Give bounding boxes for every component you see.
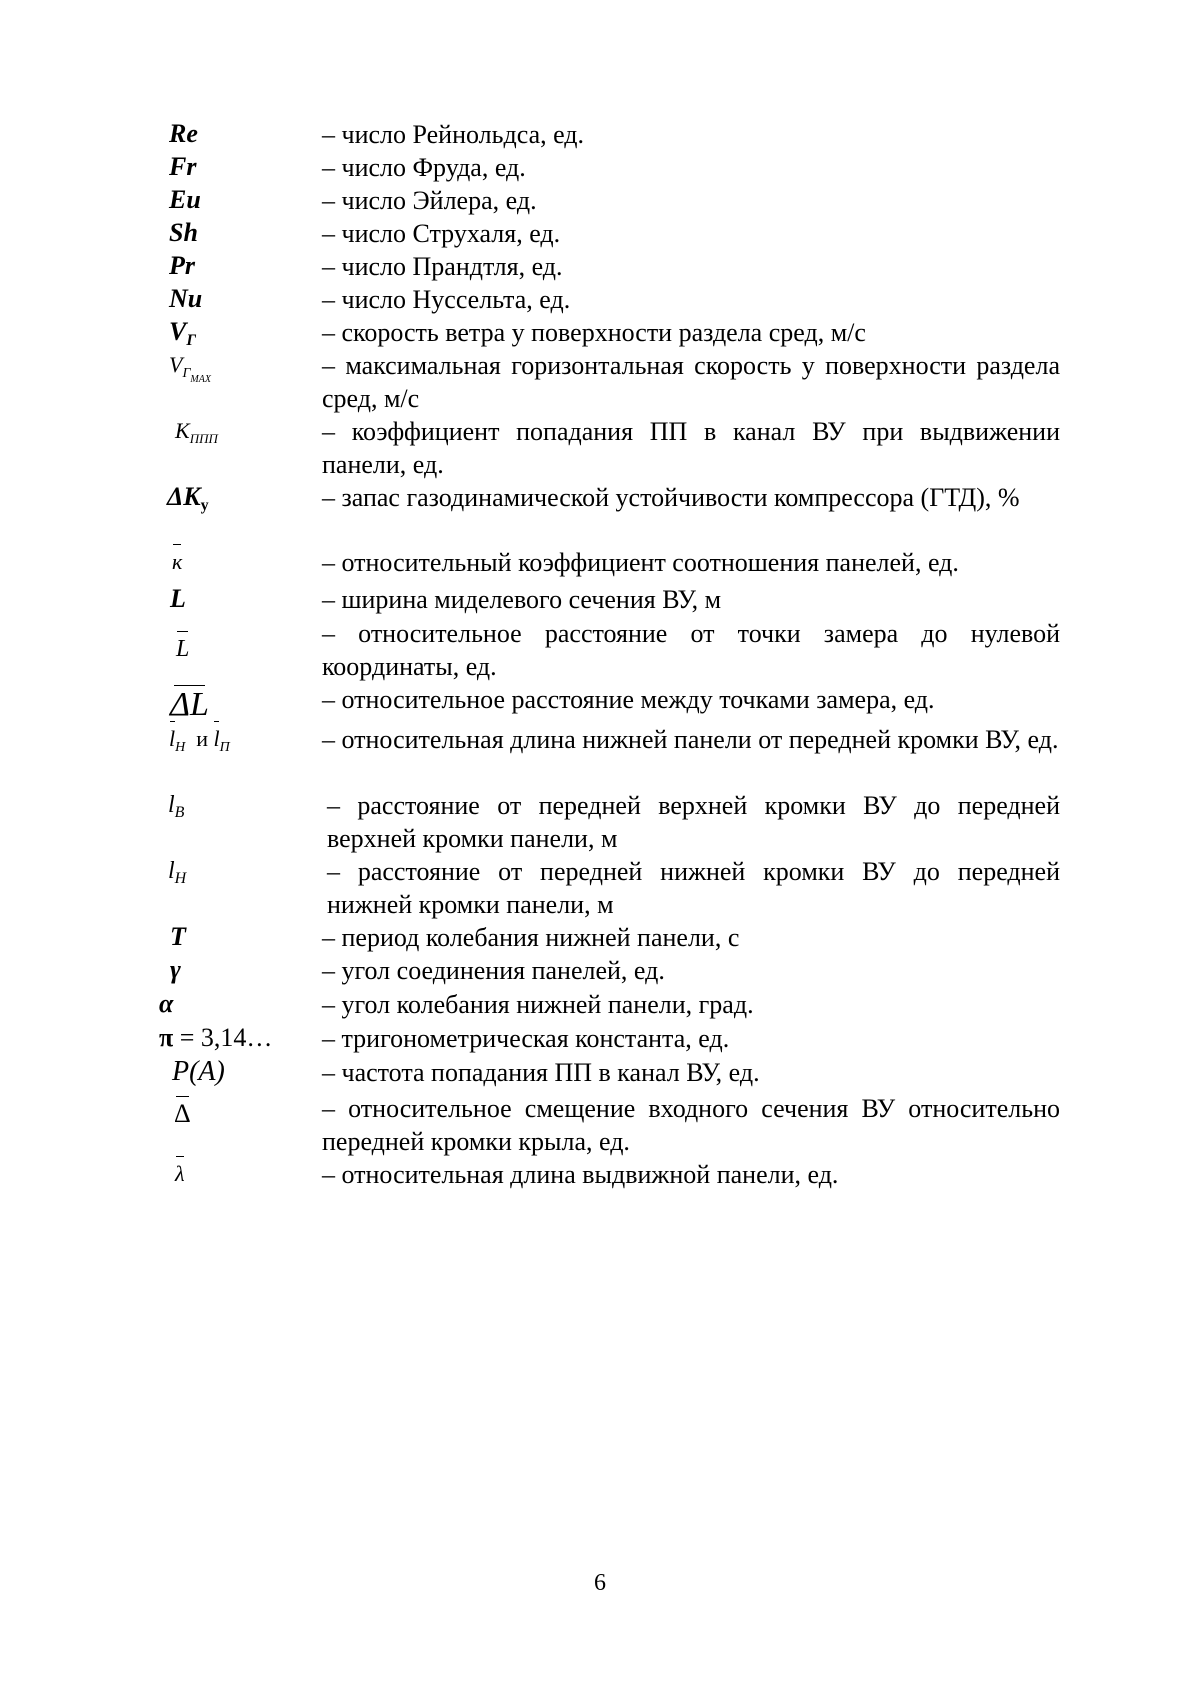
symbol-pi-value: = 3,14… [173, 1023, 273, 1052]
symbol-v-g-max-base: V [169, 352, 183, 377]
symbol-p-a: P(A) [172, 1056, 225, 1087]
desc-k-bar: – относительный коэффициент соотношения панелей, ед. [322, 548, 959, 577]
symbol-k-ppp-sub: ППП [189, 431, 218, 446]
symbol-k-bar [172, 546, 182, 578]
symbol-delta-bar-base: Δ [174, 1099, 191, 1128]
desc-delta-l-bar: – относительное расстояние между точками замера, ед. [322, 685, 935, 714]
desc-v-g: – скорость ветра у поверхности раздела сред, м/с [322, 318, 866, 347]
symbol-lambda-bar [175, 1158, 185, 1190]
symbol-lambda-bar-base: λ [175, 1158, 185, 1190]
desc-sh: – число Струхаля, ед. [322, 219, 561, 248]
symbol-k-ppp-base: K [175, 418, 190, 443]
symbol-l-n-base: l [169, 723, 175, 755]
symbol-l-bar [176, 633, 189, 665]
desc-nu: – число Нуссельта, ед. [322, 285, 571, 314]
symbol-alpha: α [159, 989, 174, 1018]
symbol-fr: Fr [169, 152, 197, 181]
symbol-l-n2-base: l [168, 858, 175, 884]
desc-fr: – число Фруда, ед. [322, 153, 526, 182]
desc-l-n-l-p: – относительная длина нижней панели от передней кромки ВУ, ед. [322, 725, 1059, 754]
symbol-l-v-base: l [168, 792, 175, 818]
symbol-delta-k-sub: у [200, 497, 209, 514]
symbol-l-n-l-p [169, 723, 230, 764]
symbol-pi-base: π [159, 1023, 174, 1052]
symbol-k-bar-base: к [172, 546, 182, 578]
desc-alpha: – угол колебания нижней панели, град. [322, 990, 754, 1019]
symbol-v-g-max [169, 349, 211, 396]
symbol-t: T [170, 922, 186, 951]
symbol-gamma: γ [170, 955, 181, 984]
page-number: 6 [594, 1570, 606, 1596]
desc-gamma: – угол соединения панелей, ед. [322, 956, 665, 985]
desc-pi: – тригонометрическая константа, ед. [322, 1024, 730, 1053]
desc-eu: – число Эйлера, ед. [322, 186, 537, 215]
desc-lambda-bar: – относительная длина выдвижной панели, ед. [322, 1160, 839, 1189]
symbol-l-bar-base: L [176, 633, 189, 665]
symbol-nu: Nu [169, 284, 203, 313]
symbol-l-v-sub: В [174, 804, 185, 821]
desc-l-width: – ширина миделевого сечения ВУ, м [322, 585, 722, 614]
symbol-conj: и [196, 726, 209, 751]
symbol-delta-bar [174, 1098, 191, 1130]
desc-k-ppp: – коэффициент попадания ПП в канал ВУ при выдвижении панели, ед. [322, 417, 1060, 479]
desc-v-g-max: – максимальная горизонтальная скорость у поверхности раздела сред, м/с [322, 351, 1060, 413]
symbol-v-g-max-sub: Г [182, 366, 191, 381]
desc-delta-k: – запас газодинамической устойчивости компрессора (ГТД), % [322, 483, 1020, 512]
symbol-l-p-sub: П [219, 740, 230, 755]
symbol-l-v [168, 789, 184, 829]
desc-l-v: – расстояние от передней верхней кромки ВУ до передней верхней кромки панели, м [327, 791, 1060, 853]
symbol-eu: Eu [169, 185, 201, 214]
symbol-sh: Sh [169, 218, 198, 247]
desc-t: – период колебания нижней панели, с [322, 923, 740, 952]
desc-l-n: – расстояние от передней нижней кромки ВУ до передней нижней кромки панели, м [327, 857, 1060, 919]
symbol-l-n [168, 855, 186, 895]
desc-re: – число Рейнольдса, ед. [322, 120, 585, 149]
symbol-re: Re [169, 119, 198, 148]
symbol-l-width: L [170, 584, 186, 613]
symbol-l-n2-sub: Н [174, 870, 187, 887]
symbol-delta-l-bar-base: ΔL [170, 686, 209, 723]
symbol-l-p-base: l [214, 723, 220, 755]
desc-delta-bar: – относительное смещение входного сечения ВУ относительно передней кромки крыла, ед. [322, 1094, 1060, 1156]
symbol-pi [159, 1022, 272, 1054]
desc-l-bar: – относительное расстояние от точки замера до нулевой координаты, ед. [322, 619, 1060, 681]
symbol-pr: Pr [169, 251, 195, 280]
symbol-v-g-base: V [169, 317, 187, 346]
symbol-delta-k-base: ΔK [167, 482, 201, 511]
symbol-delta-l-bar [170, 687, 209, 723]
symbol-v-g-max-subsub: МАХ [190, 374, 211, 385]
symbol-v-g-sub: Г [186, 332, 197, 349]
desc-pr: – число Прандтля, ед. [322, 252, 563, 281]
symbol-delta-k [167, 481, 209, 522]
desc-p-a: – частота попадания ПП в канал ВУ, ед. [322, 1058, 760, 1087]
symbol-l-n-sub: Н [175, 740, 186, 755]
symbol-k-ppp [175, 415, 218, 455]
